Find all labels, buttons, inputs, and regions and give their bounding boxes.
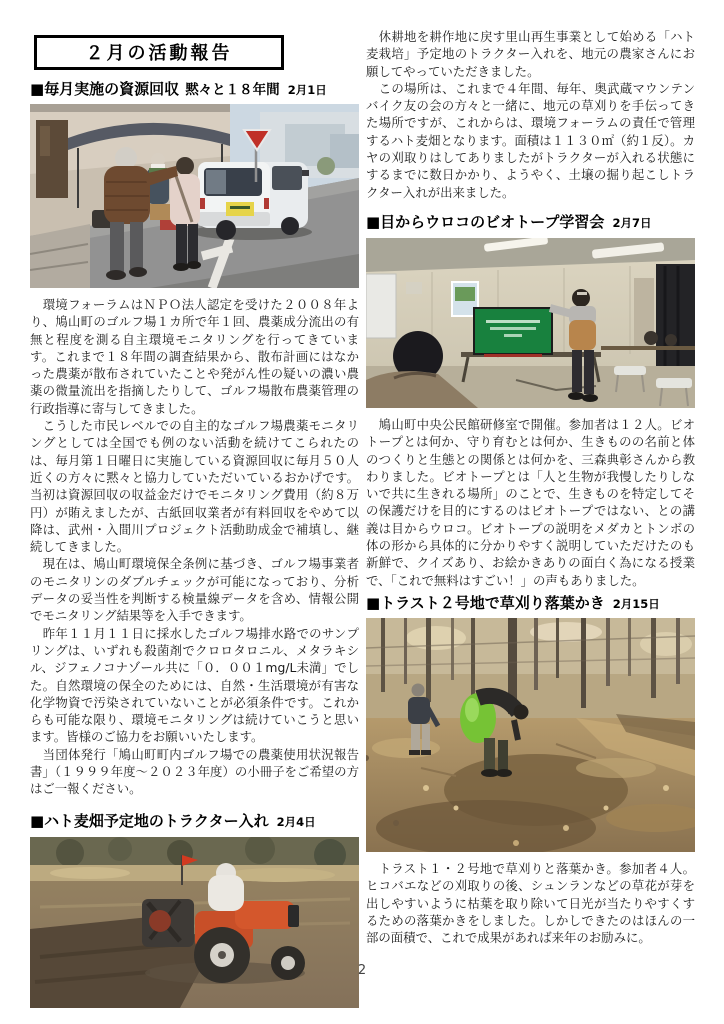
- paragraph: 昨年１１月１１日に採水したゴルフ場排水路でのサンプリングは、いずれも殺菌剤でクロロタロニル、メタラキシル、ジフェノコナゾール共に「０．００１mg/L未満」でした。自然環境の保全のためには、自然・生活環境が有害な化学物資で汚染されていないことが必須条件です。これからも可能な限り、環境モニタリングは続けていこうと思います。皆様のご協力をお願いいたします。: [30, 625, 359, 745]
- tractor-tilling-field-photo: [30, 837, 359, 1008]
- left-column: [30, 33, 359, 1016]
- page-number: 2: [357, 963, 367, 978]
- biotope-lecture-room-photo: [366, 238, 695, 408]
- paragraph: トラスト１・２号地で草刈りと落葉かき。参加者４人。ヒコバエなどの刈取りの後、シュンランなどの草花が芽を出しやすいように枯葉を取り除いて日光が当たりやすくするための落葉かきをしました。しかしできたのはほんの一部の面積で、これで成果があれば来年のお励みに。: [366, 860, 695, 946]
- section-heading-text: ■目からウロコのビオトープ学習会: [366, 212, 605, 231]
- page-title: ２月の活動報告: [34, 35, 284, 70]
- right-column: [366, 28, 695, 946]
- section-heading-text: ■トラスト２号地で草刈り落葉かき: [366, 593, 605, 612]
- section-date: 2月7日: [612, 215, 652, 230]
- recycling-collection-street-photo: [30, 104, 359, 288]
- section-heading-tractor: [30, 810, 359, 831]
- section-date: 2月4日: [276, 814, 316, 829]
- section-subheading-text: 黙々と１８年間: [185, 82, 280, 98]
- section-heading-recycling: [30, 78, 359, 99]
- paragraph: この場所は、これまで４年間、毎年、奥武蔵マウンテンバイク友の会の方々と一緒に、地元の草刈りを手伝ってきた場所ですが、これからは、環境フォーラムの責任で管理するハト麦畑となります。面積は１１３０㎡（約１反）。カヤの刈取りはしてありましたがトラクターが入れる状態にするまでに数日かかり、ようやく、土壌の掘り起こしトラクター入れが出来ました。: [366, 80, 695, 200]
- paragraph: 鳩山町中央公民館研修室で開催。参加者は１２人。ビオトープとは何か、守り育むとは何か、生きものの名前と体のつくりと生態との関係とは何かを、三森典彰さんから教わりました。ビオトープとは「人と生物が我慢したりしないで共に生きれる場所」のことで、生きものを特定してその保護だけを目的にするのはビオトープではない、との講義は目からウロコ。ビオトープの説明をメダカとトンボの体の形から具体的に分かりやすく説明していただけたのも新鮮で、クイズあり、お絵かきありの面白く為になる授業で、「これで無料はすごい！」の声もありました。: [366, 416, 695, 588]
- section-date: 2月1日: [287, 83, 327, 97]
- forest-leaf-raking-photo: [366, 618, 695, 852]
- section-heading-biotope: [366, 211, 695, 232]
- paragraph: 現在は、鳩山町環境保全条例に基づき、ゴルフ場事業者のモニタリンのダブルチェックが可能になっており、分析データの妥当性を判断する検量線データを含め、情報公開でモニタリング結果等を入手できます。: [30, 556, 359, 624]
- section-date: 2月15日: [612, 596, 660, 611]
- section-heading-trust: [366, 592, 695, 613]
- paragraph: 休耕地を耕作地に戻す里山再生事業として始める「ハト麦栽培」予定地のトラクター入れを、地元の農家さんにお願してやっていただきました。: [366, 29, 695, 79]
- section-heading-text: ■ハト麦畑予定地のトラクター入れ: [30, 811, 269, 830]
- paragraph: こうした市民レベルでの自主的なゴルフ場農薬モニタリングとしては全国でも例のない活動を続けてこられたのは、毎月第１日曜日に実施している資源回収に毎月５０人近くの方々に黙々と協力していただいているおかげです。当初は資源回収の収益金だけでモニタリング費用（約８万円）が賄えましたが、古紙回収業者が有料回収をやめて以降は、武州・入間川プロジェクト活動助成金で補填し、継続してきました。: [30, 418, 359, 555]
- paragraph: 当団体発行「鳩山町町内ゴルフ場での農薬使用状況報告書」（１９９９年度～２０２３年度）の小冊子をご希望の方はご一報ください。: [30, 746, 359, 797]
- section-heading-text: ■毎月実施の資源回収: [30, 80, 180, 98]
- paragraph: 環境フォーラムはＮＰＯ法人認定を受けた２００８年より、鳩山町のゴルフ場１カ所で年１回、農薬成分流出の有無と程度を測る自主環境モニタリングを行ってきています。これまで１８年間の調査結果から、散布計画にはなかった農薬が散布されていたことや発がん性の疑いの濃い農薬の微量流出を指摘したりして、ゴルフ場散布農薬管理の行政指導に寄与してきました。: [30, 297, 359, 416]
